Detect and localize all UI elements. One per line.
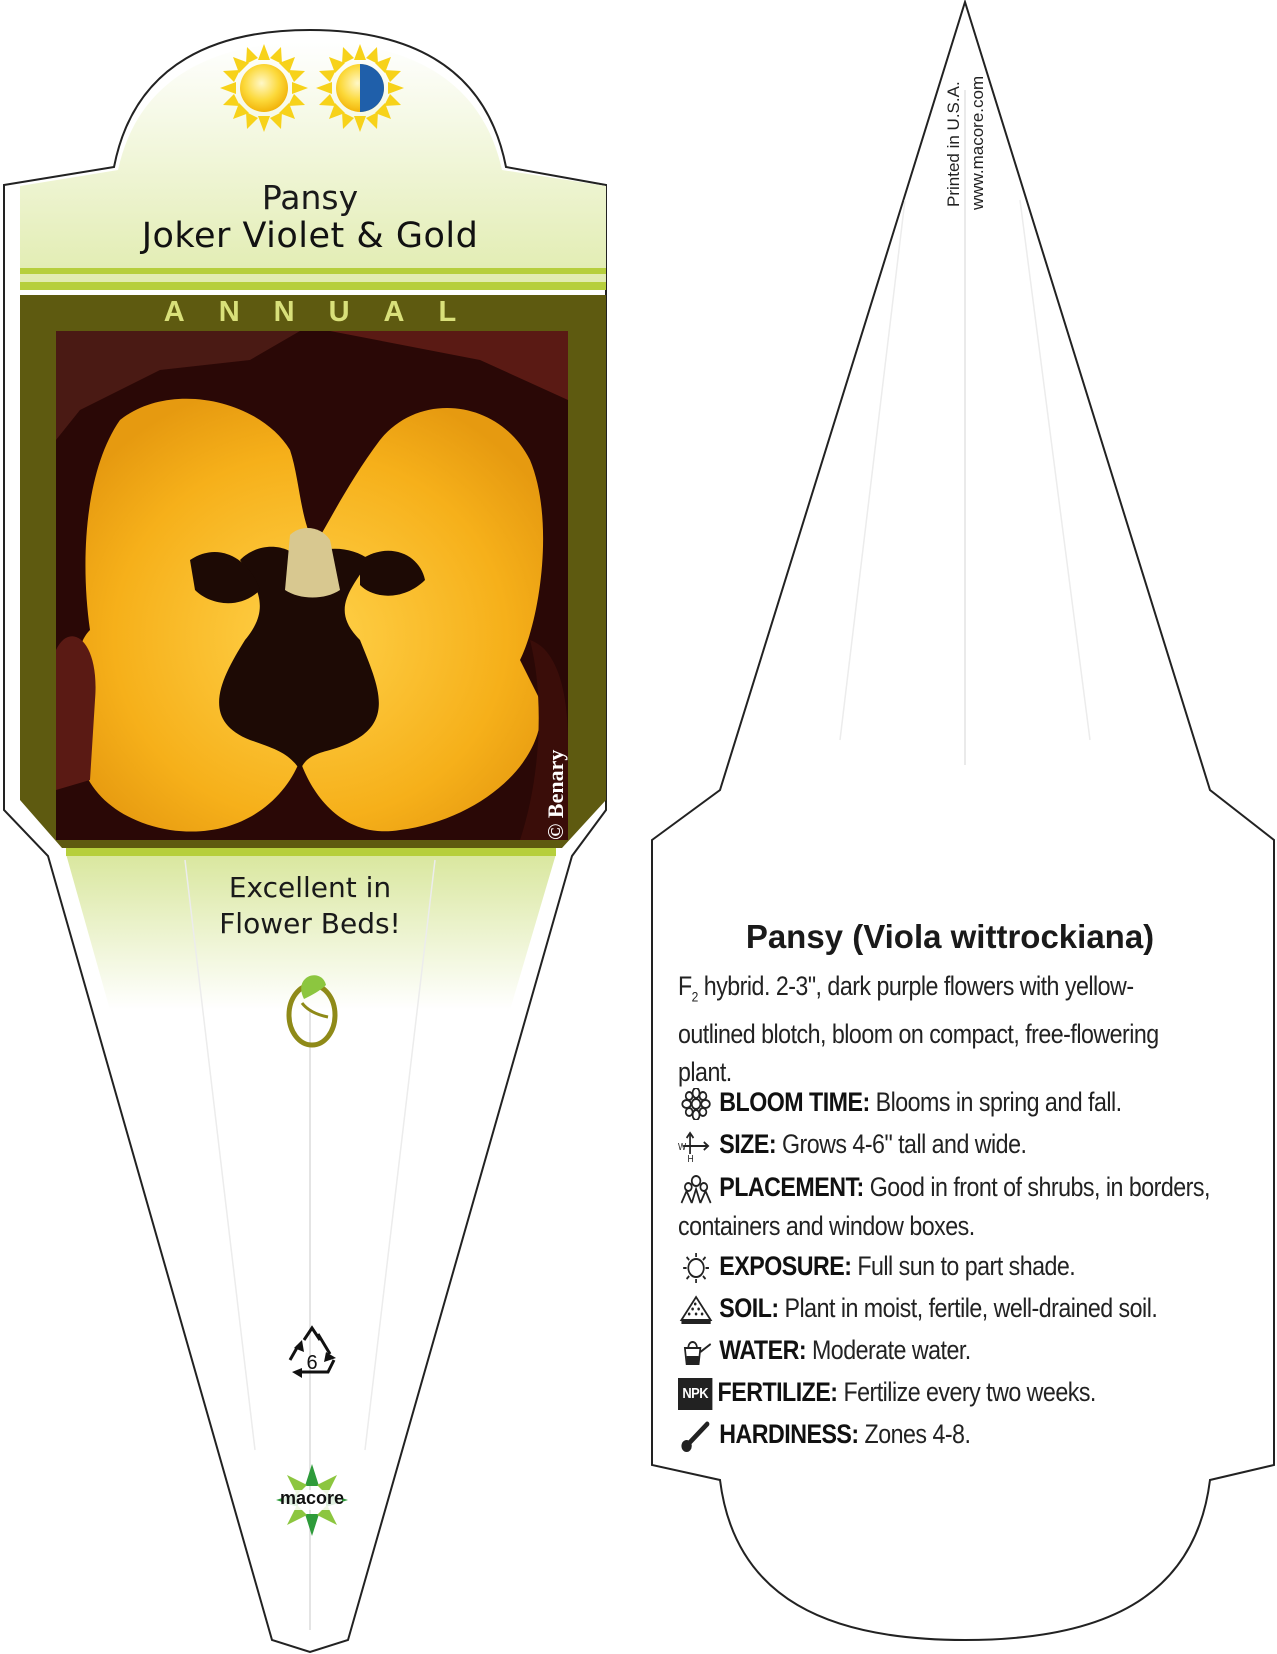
plant-description: $F_2$ hybrid. 2-3", dark purple flowers with yellow-outlined blotch, bloom on compact, free-flowering plant. [678, 971, 1159, 1088]
photo-credit: © Benary [543, 749, 568, 840]
brand-name: macore [279, 1488, 345, 1508]
soil-row: SOIL: Plant in moist, fertile, well-drained soil. [678, 1293, 1157, 1326]
website: www.macore.com [968, 75, 987, 210]
npk-icon: NPK [678, 1378, 712, 1410]
size-icon [678, 1130, 714, 1162]
svg-text:W: W [678, 1141, 686, 1153]
tagline-line1: Excellent in [228, 871, 392, 904]
printed-in: Printed in U.S.A. [944, 81, 963, 207]
size-row: W H SIZE: Grows 4-6" tall and wide. [678, 1129, 1026, 1162]
svg-text:H: H [687, 1153, 694, 1162]
botanical-name: Pansy (Viola wittrockiana) [745, 918, 1155, 955]
tagline-line2: Flower Beds! [219, 907, 401, 940]
fertilize-row: NPK FERTILIZE: Fertilize every two weeks. [678, 1377, 1096, 1410]
recycle-number: 6 [306, 1352, 318, 1374]
watering-can-icon [678, 1336, 714, 1368]
sun-icon [678, 1252, 714, 1284]
thermometer-icon [678, 1420, 714, 1452]
placement-row-cont: containers and window boxes. [678, 1211, 975, 1241]
water-row: WATER: Moderate water. [678, 1335, 971, 1368]
exposure-row: EXPOSURE: Full sun to part shade. [678, 1251, 1075, 1284]
flower-icon [678, 1088, 714, 1120]
hardiness-row: HARDINESS: Zones 4-8. [678, 1419, 970, 1452]
plant-name: Pansy [261, 178, 359, 217]
bloom-time-row: BLOOM TIME: Blooms in spring and fall. [678, 1087, 1122, 1120]
placement-icon [678, 1173, 714, 1205]
variety-name: Joker Violet & Gold [141, 216, 479, 256]
placement-row: PLACEMENT: Good in front of shrubs, in borders, [678, 1172, 1210, 1205]
category-label: ANNUAL [163, 296, 491, 328]
soil-icon [678, 1294, 714, 1326]
